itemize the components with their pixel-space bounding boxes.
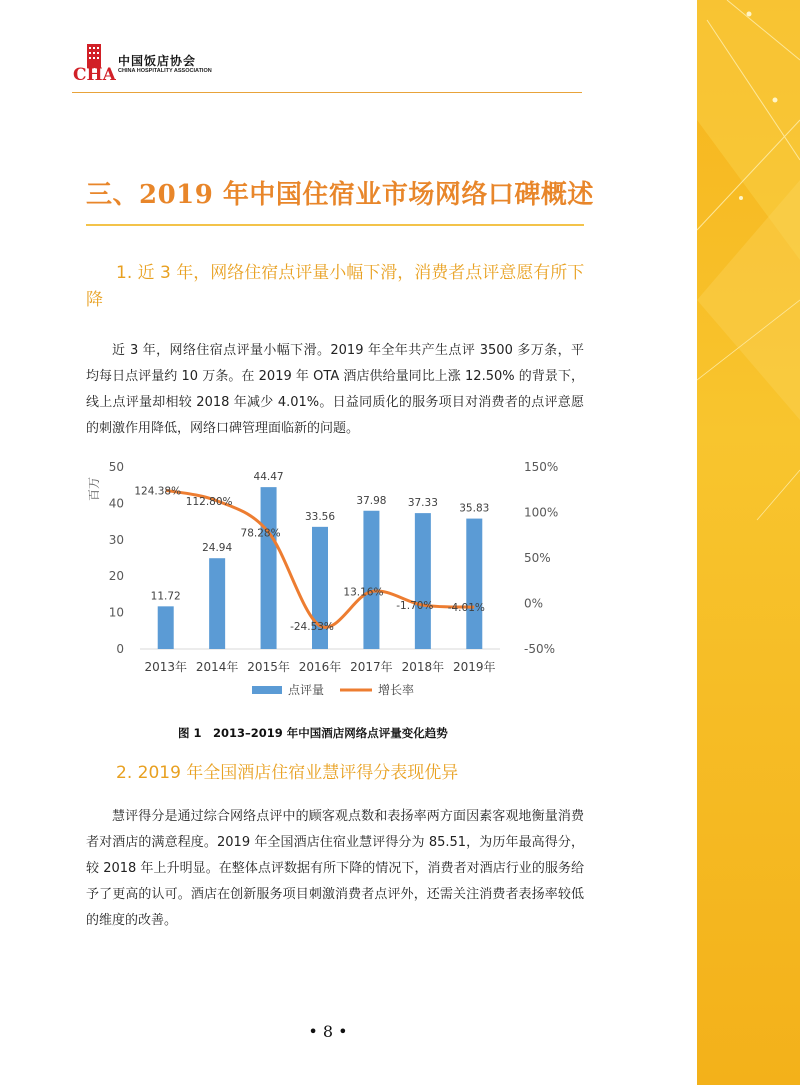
decorative-side-band: [697, 0, 800, 1085]
x-tick-label: 2013年: [144, 660, 187, 674]
bar-data-label: 11.72: [150, 590, 181, 603]
section2-heading: 2. 2019 年全国酒店住宿业慧评得分表现优异: [116, 763, 459, 783]
section2-paragraph: 慧评得分是通过综合网络点评中的顾客观点数和表扬率两方面因素客观地衡量消费者对酒店的满意程度。2019 年全国酒店住宿业慧评得分为 85.51，为历年最高得分，较 2018 年上升明显。在整体点评数据有所下降的情况下，消费者对酒店行业的服务给予了更高的认可。酒店在创新服务项目刺激消费者点评外，还需关注消费者表扬率较低的维度的改善。: [86, 809, 584, 928]
y2-tick-label: -50%: [524, 642, 556, 656]
line-data-label: 78.28%: [240, 527, 281, 540]
bar: [209, 558, 225, 649]
bar-data-label: 37.98: [356, 494, 387, 507]
x-tick-label: 2018年: [401, 660, 445, 674]
title-underline: [86, 224, 584, 226]
line-data-label: 112.80%: [185, 495, 233, 508]
line-data-label: 13.16%: [343, 586, 384, 599]
y-axis-label: 百万: [87, 476, 101, 502]
legend-label-bar: 点评量: [288, 683, 325, 697]
y2-tick-label: 150%: [524, 460, 559, 474]
page-title: 三、2019 年中国住宿业市场网络口碑概述: [86, 180, 594, 210]
bar: [158, 606, 174, 649]
bar-data-label: 44.47: [253, 471, 284, 484]
y-tick-label: 20: [108, 569, 124, 584]
page-number: • 8 •: [308, 1022, 348, 1041]
logo-letters: CHA: [73, 65, 116, 85]
bar: [261, 487, 277, 649]
bar-data-label: 35.83: [459, 502, 490, 515]
x-tick-label: 2014年: [195, 660, 239, 674]
band-pattern: [697, 0, 800, 1085]
association-logo: [72, 42, 232, 92]
line-data-label: -1.70%: [396, 600, 434, 613]
figure-caption: 图 1 2013–2019 年中国酒店网络点评量变化趋势: [178, 726, 448, 740]
bar-data-label: 24.94: [202, 542, 233, 555]
line-data-label: -4.01%: [447, 602, 485, 615]
cha-logo-icon: [72, 42, 116, 86]
bar-data-label: 37.33: [407, 497, 438, 510]
x-tick-label: 2019年: [453, 660, 496, 674]
x-tick-label: 2016年: [298, 660, 342, 674]
y2-tick-label: 50%: [524, 551, 551, 565]
y-tick-label: 40: [108, 496, 124, 511]
header-divider: [72, 92, 582, 93]
section1-paragraph: 近 3 年，网络住宿点评量小幅下滑。2019 年全年共产生点评 3500 多万条，平均每日点评量约 10 万条。在 2019 年 OTA 酒店供给量同比上涨 12.50% 的背景下，线上点评量却相较 2018 年减少 4.01%。日益同质化的服务项目对消费者的点评意愿的刺激作用降低，网络口碑管理面临新的问题。: [86, 343, 584, 436]
y-tick-label: 50: [108, 460, 124, 474]
bar: [466, 519, 482, 649]
y2-tick-label: 100%: [524, 505, 559, 520]
y-tick-label: 10: [108, 605, 124, 620]
section1-heading: 1. 近 3 年，网络住宿点评量小幅下滑，消费者点评意愿有所下降: [86, 263, 585, 310]
y-tick-label: 0: [116, 642, 124, 656]
bar: [363, 511, 379, 649]
y-tick-label: 30: [108, 532, 124, 547]
bar: [415, 513, 431, 649]
legend-swatch-bar: [252, 686, 282, 694]
legend-label-line: 增长率: [378, 683, 415, 697]
org-name-cn: 中国饭店协会: [118, 54, 197, 68]
line-data-label: 124.38%: [134, 485, 182, 498]
review-volume-chart: [80, 452, 580, 712]
org-name-en: CHINA HOSPITALITY ASSOCIATION: [118, 68, 212, 74]
bar-data-label: 33.56: [304, 510, 336, 523]
x-tick-label: 2015年: [247, 660, 290, 674]
line-data-label: -24.53%: [290, 620, 334, 633]
x-tick-label: 2017年: [350, 660, 393, 674]
y2-tick-label: 0%: [524, 596, 544, 611]
